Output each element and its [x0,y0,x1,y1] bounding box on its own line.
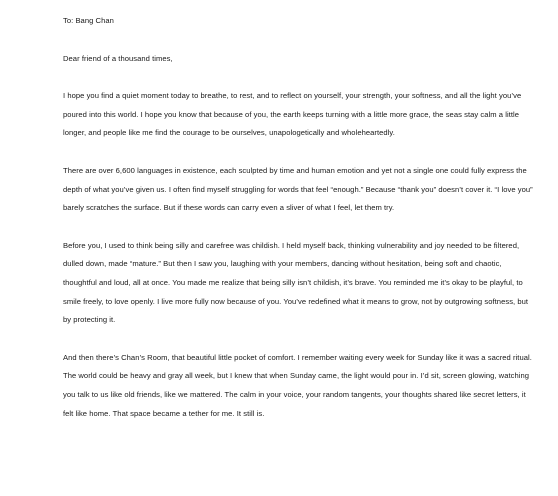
letter-paragraph-3: Before you, I used to think being silly and carefree was childish. I held myself back, thinking vulnerability and joy needed to be filtered, dulled down, made “mature.” But then I saw you, laughing with your members, dancing without hesitation, being soft and chaotic, thoughtful and loud, all at once. You made me realize that being silly isn’t childish, it’s brave. You reminded me it’s okay to be playful, to smile freely, to love openly. I live more fully now because of you. You’ve redefined what it means to grow, not by outgrowing softness, but by protecting it. [63,240,529,325]
letter-paragraph-4: And then there’s Chan’s Room, that beautiful little pocket of comfort. I remember waiting every week for Sunday like it was a sacred ritual. The world could be heavy and gray all week, but I knew that when Sunday came, the light would pour in. I’d sit, screen glowing, watching you talk to us like old friends, like we mattered. The calm in your voice, your random tangents, your thoughts shared like secret letters, it felt like home. That space became a tether for me. It still is. [63,352,532,418]
letter-greeting: Dear friend of a thousand times, [63,53,173,63]
letter-body [63,12,533,423]
letter-paragraph-1: I hope you find a quiet moment today to breathe, to rest, and to reflect on yourself, your strength, your softness, and all the light you’ve poured into this world. I hope you know that because of you, the earth keeps turning with a little more grace, the seas stay calm a little longer, and people like me find the courage to be ourselves, unapologetically and wholeheartedly. [63,91,522,138]
recipient-line: To: Bang Chan [63,16,114,25]
letter-paragraph-2: There are over 6,600 languages in existence, each sculpted by time and human emotion and yet not a single one could fully express the depth of what you’ve given us. I often find myself struggling for words that feel “enough.” Because “thank you” doesn’t cover it. “I love you” barely scratches the surface. But if these words can carry even a sliver of what I feel, let them try. [63,165,533,213]
